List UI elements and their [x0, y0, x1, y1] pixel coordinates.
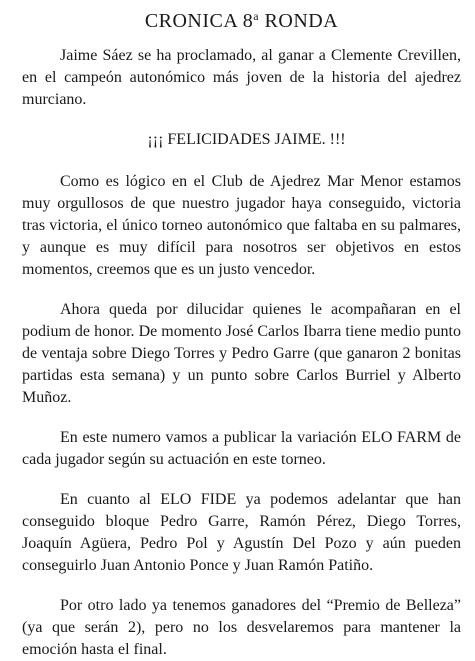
paragraph-elo-farm: En este numero vamos a publicar la variación ELO FARM de cada jugador según su actuación en este torneo. [22, 429, 461, 468]
title-main: CRONICA 8 [144, 10, 254, 32]
paragraph-intro: Jaime Sáez se ha proclamado, al ganar a Clemente Crevillen, en el campeón autonómico más joven de la historia del ajedrez murciano. [22, 47, 461, 108]
page-title [22, 4, 461, 33]
congratulations-headline: ¡¡¡ FELICIDADES JAIME. !!! [147, 131, 346, 148]
paragraph-elo-fide: En cuanto al ELO FIDE ya podemos adelantar que han conseguido bloque Pedro Garre, Ramón Pérez, Diego Torres, Joaquín Agüera, Pedro Pol y Agustín Del Pozo y aún pueden conseguirlo Juan Antonio Ponce y Juan Ramón Patiño. [22, 491, 461, 574]
paragraph-club: Como es lógico en el Club de Ajedrez Mar Menor estamos muy orgullosos de que nuestro jugador haya conseguido, victoria tras victoria, el único torneo autonómico que faltaba en su palmares, y aunque es muy difícil para nosotros ser objetivos en estos momentos, creemos que es un justo vencedor. [22, 173, 461, 278]
title-end: RONDA [259, 10, 339, 32]
paragraph-beauty-prize: Por otro lado ya tenemos ganadores del “Premio de Belleza” (ya que serán 2), pero no los desvelaremos para mantener la emoción hasta el final. [22, 597, 461, 658]
paragraph-podium: Ahora queda por dilucidar quienes le acompañaran en el podium de honor. De momento José Carlos Ibarra tiene medio punto de ventaja sobre Diego Torres y Pedro Garre (que ganaron 2 bonitas partidas esta semana) y un punto sobre Carlos Burriel y Alberto Muñoz. [22, 301, 461, 406]
title-ordinal: a [253, 9, 260, 23]
